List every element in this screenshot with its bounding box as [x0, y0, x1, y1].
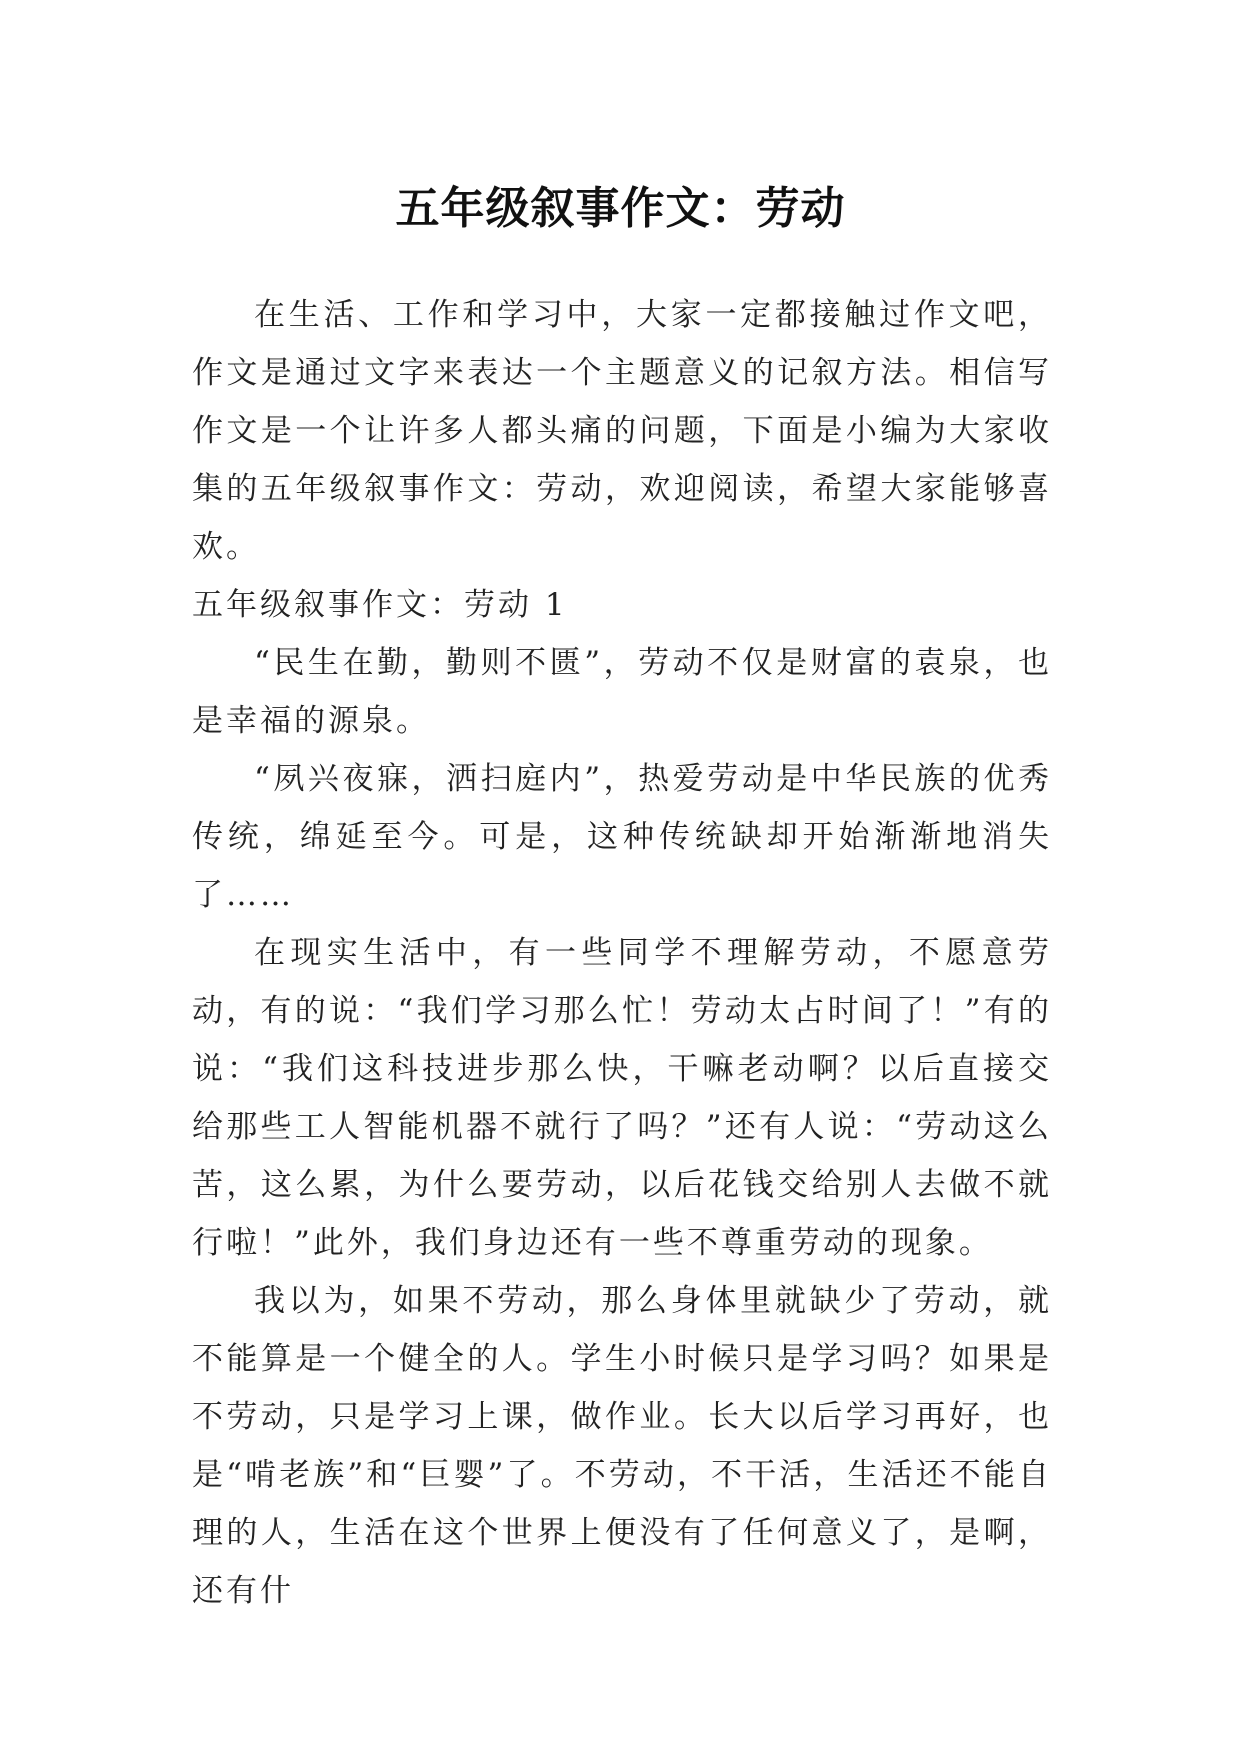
document-title: 五年级叙事作文：劳动: [395, 183, 846, 235]
essay-section-1: [192, 576, 1052, 1620]
intro-paragraph: 在生活、工作和学习中，大家一定都接触过作文吧，作文是通过文字来表达一个主题意义的记叙方法。相信写作文是一个让许多人都头痛的问题，下面是小编为大家收集的五年级叙事作文：劳动，欢迎阅读，希望大家能够喜欢。: [192, 297, 1052, 565]
paragraph-2: “夙兴夜寐，洒扫庭内”，热爱劳动是中华民族的优秀传统，绵延至今。可是，这种传统缺却开始渐渐地消失了……: [192, 761, 1052, 913]
paragraph-3: 在现实生活中，有一些同学不理解劳动，不愿意劳动，有的说：“我们学习那么忙！劳动太占时间了！”有的说：“我们这科技进步那么快，干嘛老动啊？以后直接交给那些工人智能机器不就行了吗？”还有人说：“劳动这么苦，这么累，为什么要劳动，以后花钱交给别人去做不就行啦！”此外，我们身边还有一些不尊重劳动的现象。: [192, 935, 1052, 1261]
paragraph-1: “民生在勤，勤则不匮”，劳动不仅是财富的袁泉，也是幸福的源泉。: [192, 645, 1052, 739]
intro-block: [192, 286, 1052, 576]
paragraph-4: 我以为，如果不劳动，那么身体里就缺少了劳动，就不能算是一个健全的人。学生小时候只是学习吗？如果是不劳动，只是学习上课，做作业。长大以后学习再好，也是“啃老族”和“巨婴”了。不劳动，不干活，生活还不能自理的人，生活在这个世界上便没有了任何意义了，是啊，还有什: [192, 1283, 1052, 1609]
section-heading: 五年级叙事作文：劳动 1: [192, 587, 568, 623]
